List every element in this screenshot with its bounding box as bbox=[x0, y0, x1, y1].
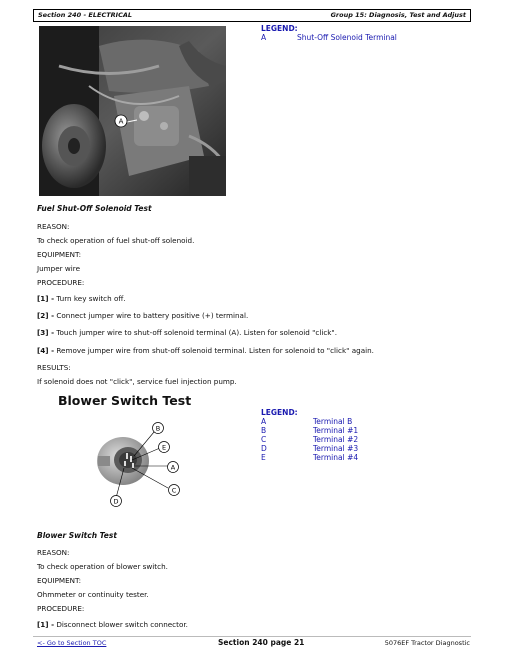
callout-e: E bbox=[161, 443, 167, 452]
legend-row bbox=[261, 417, 461, 426]
results-text: If solenoid does not "click", service fuel injection pump. bbox=[37, 377, 237, 386]
callout-c: C bbox=[171, 486, 177, 495]
legend-row bbox=[261, 426, 461, 435]
callout-b: B bbox=[155, 424, 161, 433]
legend-row bbox=[261, 33, 461, 42]
header-section-title: Section 240 - ELECTRICAL bbox=[38, 11, 133, 19]
legend-heading: LEGEND: bbox=[261, 408, 298, 417]
step-number: [4] - bbox=[37, 346, 55, 355]
step-number: [2] - bbox=[37, 311, 55, 320]
procedure-step bbox=[37, 294, 126, 303]
procedure-step bbox=[37, 620, 188, 629]
callout-a-label: A bbox=[118, 117, 124, 126]
step-text: Connect jumper wire to battery positive (+) terminal. bbox=[54, 311, 249, 320]
legend-key: D bbox=[261, 444, 267, 453]
equipment-label: EQUIPMENT: bbox=[37, 250, 82, 259]
reason-text: To check operation of fuel shut-off solenoid. bbox=[37, 236, 195, 245]
legend-value: Terminal #4 bbox=[313, 453, 359, 462]
step-number: [1] - bbox=[37, 620, 55, 629]
step-text: Disconnect blower switch connector. bbox=[54, 620, 188, 629]
equipment-text: Jumper wire bbox=[37, 264, 80, 273]
reason-text: To check operation of blower switch. bbox=[37, 562, 168, 571]
figure-caption: Blower Switch Test bbox=[37, 531, 117, 540]
legend-value: Terminal #1 bbox=[313, 426, 359, 435]
blower-switch-diagram bbox=[88, 416, 190, 508]
legend-value: Terminal B bbox=[313, 417, 353, 426]
procedure-step bbox=[37, 311, 248, 320]
equipment-text: Ohmmeter or continuity tester. bbox=[37, 590, 149, 599]
legend-key: A bbox=[261, 33, 267, 42]
procedure-step bbox=[37, 346, 374, 355]
callout-d: D bbox=[113, 497, 119, 506]
step-number: [3] - bbox=[37, 328, 55, 337]
document-title: 5076EF Tractor Diagnostic bbox=[384, 639, 470, 647]
step-number: [1] - bbox=[37, 294, 55, 303]
reason-label: REASON: bbox=[37, 548, 70, 557]
step-text: Remove jumper wire from shut-off solenoid terminal. Listen for solenoid to "click" again. bbox=[54, 346, 374, 355]
legend-row bbox=[261, 453, 461, 462]
fuel-pump-photo bbox=[39, 26, 226, 196]
legend-value: Terminal #3 bbox=[313, 444, 359, 453]
callout-a: A bbox=[170, 463, 176, 472]
figure-caption: Fuel Shut-Off Solenoid Test bbox=[37, 204, 152, 213]
legend-key: E bbox=[261, 453, 266, 462]
legend-value: Terminal #2 bbox=[313, 435, 359, 444]
legend-blower-switch bbox=[261, 408, 461, 462]
header-group-title: Group 15: Diagnosis, Test and Adjust bbox=[330, 11, 466, 19]
procedure-label: PROCEDURE: bbox=[37, 604, 85, 613]
legend-key: C bbox=[261, 435, 267, 444]
legend-row bbox=[261, 444, 461, 453]
reason-label: REASON: bbox=[37, 222, 70, 231]
page-number: Section 240 page 21 bbox=[218, 638, 305, 647]
blower-switch-heading: Blower Switch Test bbox=[58, 393, 192, 408]
step-text: Turn key switch off. bbox=[54, 294, 126, 303]
legend-heading: LEGEND: bbox=[261, 24, 298, 33]
step-text: Touch jumper wire to shut-off solenoid terminal (A). Listen for solenoid "click". bbox=[54, 328, 338, 337]
go-to-toc-link[interactable]: <- Go to Section TOC bbox=[37, 639, 107, 647]
legend-fuel-solenoid bbox=[261, 24, 461, 42]
results-label: RESULTS: bbox=[37, 363, 71, 372]
procedure-label: PROCEDURE: bbox=[37, 278, 85, 287]
legend-key: B bbox=[261, 426, 267, 435]
page-header bbox=[33, 9, 471, 22]
legend-key: A bbox=[261, 417, 267, 426]
legend-row bbox=[261, 435, 461, 444]
equipment-label: EQUIPMENT: bbox=[37, 576, 82, 585]
procedure-step bbox=[37, 328, 337, 337]
footer-divider bbox=[33, 636, 471, 637]
legend-value: Shut-Off Solenoid Terminal bbox=[297, 33, 397, 42]
